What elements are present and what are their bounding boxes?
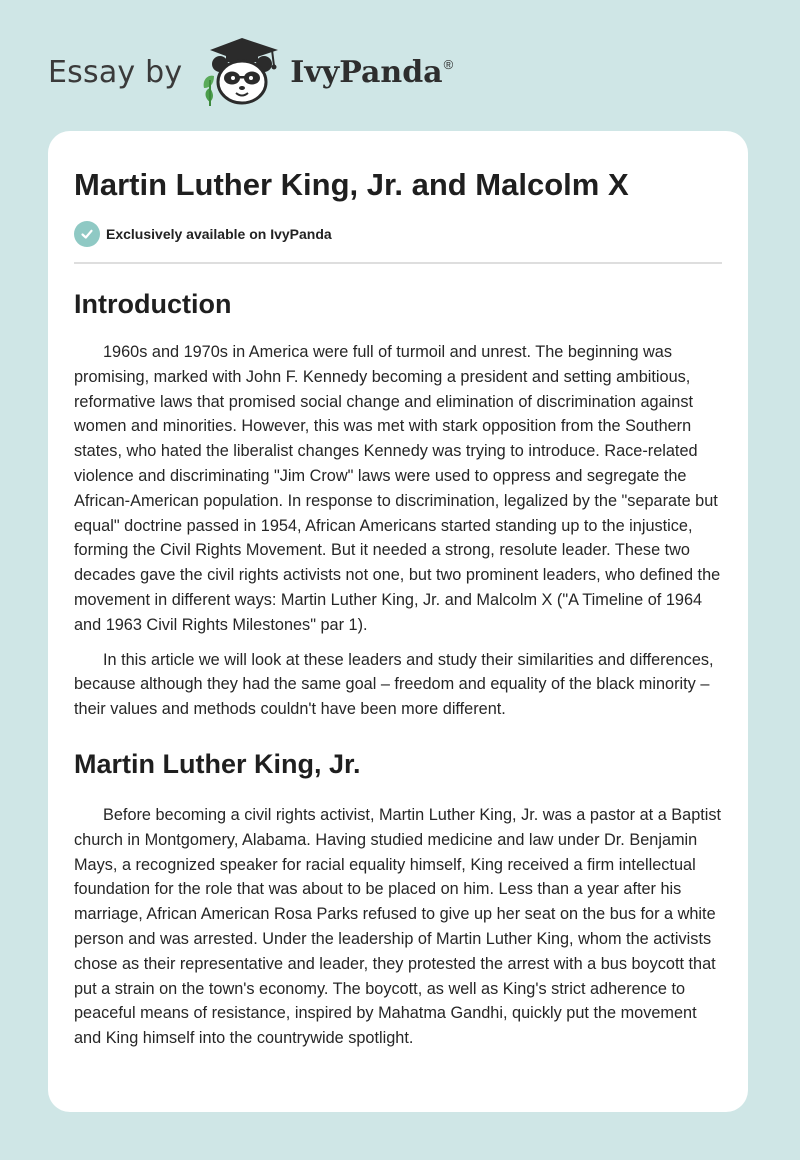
essay-by-label: Essay by [48,54,183,90]
section-heading-mlk: Martin Luther King, Jr. [74,748,361,779]
brand-text: IvyPanda [290,54,443,90]
article-title: Martin Luther King, Jr. and Malcolm X [74,167,629,202]
section-heading-introduction: Introduction [74,289,232,319]
article-card [48,131,748,1112]
check-icon [74,221,100,247]
exclusive-badge-label: Exclusively available on IvyPanda [106,226,332,242]
title-divider [74,262,722,264]
registered-mark: ® [443,56,454,72]
panda-logo-icon[interactable] [196,36,284,108]
brand-name[interactable] [290,55,453,90]
site-header [48,36,453,108]
paragraph: In this article we will look at these leaders and study their similarities and differences, because although they had the same goal – freedom and equality of the black minority – their values and methods couldn't have been more different. [74,650,714,719]
paragraph: Before becoming a civil rights activist, Martin Luther King, Jr. was a pastor at a Baptist church in Montgomery, Alabama. Having studied medicine and law under Dr. Benjamin Mays, a recognized speaker for racial equality himself, King received a firm intellectual foundation for the role that was about to be placed on him. Less than a year after his marriage, African American Rosa Parks refused to give up her seat on the bus for a white person and was arrested. Under the leadership of Martin Luther King, whom the activists chose as their representative and leader, they protested the arrest with a bus boycott that put a strain on the town's economy. The boycott, as well as King's strict adherence to peaceful means of resistance, inspired by Mahatma Gandhi, quickly put the movement and King himself into the countrywide spotlight. [74,805,722,1048]
exclusive-badge [74,220,722,248]
paragraph: 1960s and 1970s in America were full of turmoil and unrest. The beginning was promising, marked with John F. Kennedy becoming a president and setting ambitious, reformative laws that promised social change and elimination of discrimination against women and minorities. However, this was met with stark opposition from the Southern states, who hated the liberalist changes Kennedy was trying to introduce. Race-related violence and discriminating "Jim Crow" laws were used to oppress and segregate the African-American population. In response to discrimination, legalized by the "separate but equal" doctrine passed in 1954, African Americans started standing up to the injustice, forming the Civil Rights Movement. But it needed a strong, resolute leader. These two decades gave the civil rights activists not one, but two prominent leaders, who defined the movement in different ways: Martin Luther King, Jr. and Malcolm X ("A Timeline of 1964 and 1963 Civil Rights Milestones" par 1). [74,343,721,634]
